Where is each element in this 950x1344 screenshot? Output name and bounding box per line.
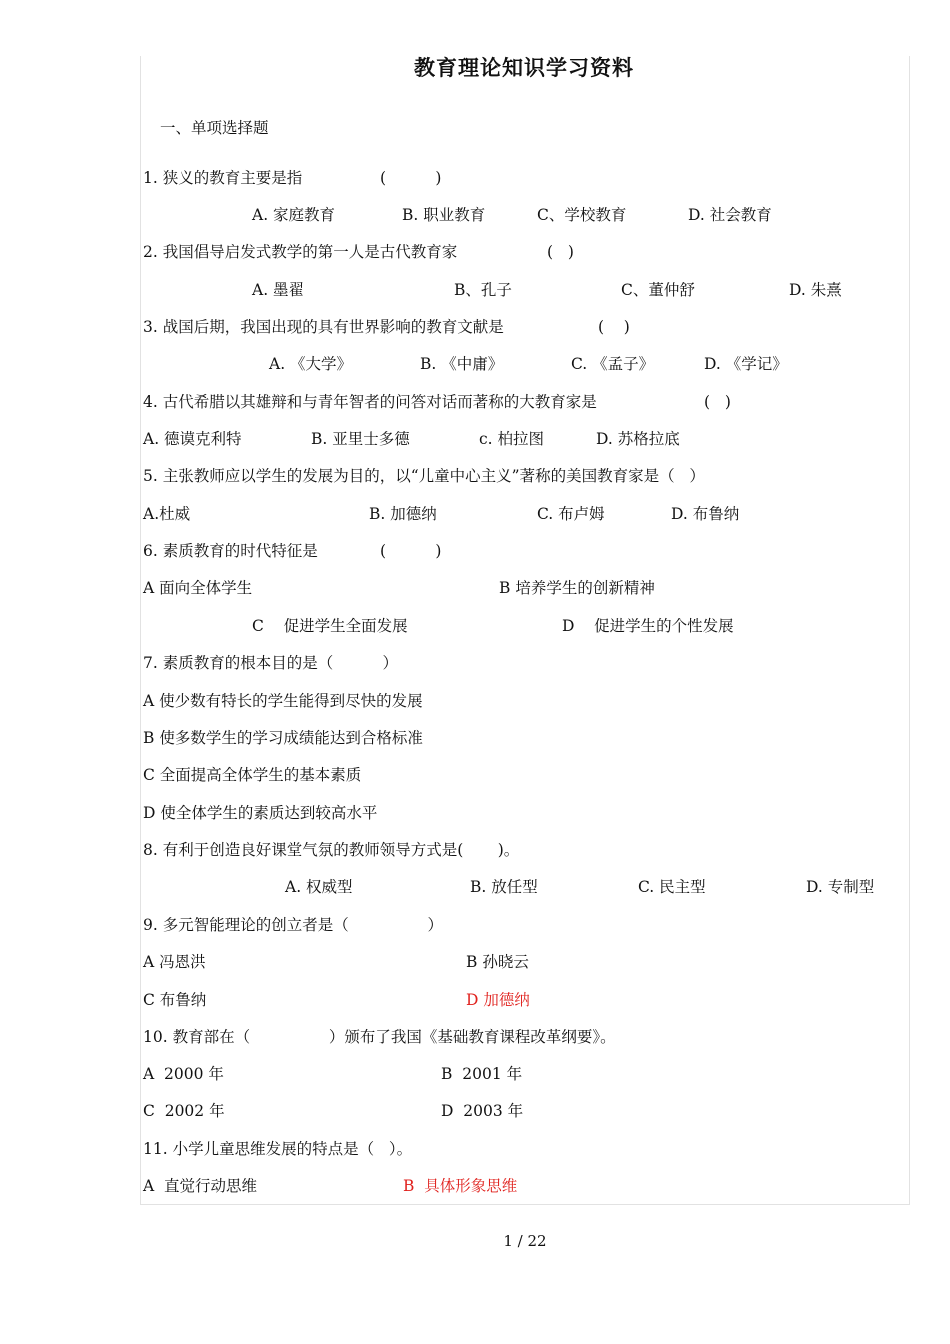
question-6-paren: ( ) [380, 542, 442, 560]
question-5-stem: 5. 主张教师应以学生的发展为目的，以“儿童中心主义”著称的美国教育家是（ ） [143, 467, 705, 485]
question-6-option-b: B 培养学生的创新精神 [499, 579, 655, 597]
question-6-option-c: C 促进学生全面发展 [252, 617, 408, 635]
question-1-stem: 1. 狭义的教育主要是指 [143, 169, 303, 187]
question-9-option-a: A 冯恩洪 [143, 953, 206, 971]
question-2-option-d: D. 朱熹 [789, 281, 842, 299]
question-1-option-a: A. 家庭教育 [252, 206, 336, 224]
question-11-answer-b: B 具体形象思维 [403, 1177, 518, 1195]
question-11-stem: 11. 小学儿童思维发展的特点是（ ）。 [143, 1140, 413, 1158]
question-9-answer-d: D 加德纳 [466, 991, 530, 1009]
question-5-option-b: B. 加德纳 [369, 505, 437, 523]
question-1-paren: ( ) [380, 169, 442, 187]
question-3-option-c: C. 《孟子》 [571, 355, 655, 373]
section-heading: 一、单项选择题 [160, 119, 269, 137]
question-2-stem: 2. 我国倡导启发式教学的第一人是古代教育家 [143, 243, 458, 261]
question-3-paren: ( ) [598, 318, 630, 336]
question-4-option-a: A. 德谟克利特 [143, 430, 242, 448]
question-8-option-b: B. 放任型 [470, 878, 538, 896]
question-4-stem: 4. 古代希腊以其雄辩和与青年智者的问答对话而著称的大教育家是 [143, 393, 597, 411]
question-3-stem: 3. 战国后期，我国出现的具有世界影响的教育文献是 [143, 318, 504, 336]
question-9-option-b: B 孙晓云 [466, 953, 529, 971]
question-6-stem: 6. 素质教育的时代特征是 [143, 542, 318, 560]
question-4-paren: ( ) [704, 393, 731, 411]
question-1-option-b: B. 职业教育 [402, 206, 486, 224]
question-2-option-b: B、孔子 [454, 281, 512, 299]
question-6-option-d: D 促进学生的个性发展 [562, 617, 734, 635]
question-10-stem: 10. 教育部在（ ）颁布了我国《基础教育课程改革纲要》。 [143, 1028, 616, 1046]
question-7-option-d: D 使全体学生的素质达到较高水平 [143, 804, 378, 822]
question-9-option-c: C 布鲁纳 [143, 991, 207, 1009]
document-title: 教育理论知识学习资料 [414, 55, 634, 80]
question-5-option-d: D. 布鲁纳 [671, 505, 740, 523]
question-9-stem: 9. 多元智能理论的创立者是（ ） [143, 916, 444, 934]
question-3-option-a: A. 《大学》 [269, 355, 353, 373]
question-10-option-a: A 2000 年 [143, 1065, 224, 1083]
question-8-option-a: A. 权威型 [285, 878, 353, 896]
question-3-option-d: D. 《学记》 [704, 355, 788, 373]
question-4-option-d: D. 苏格拉底 [596, 430, 680, 448]
question-2-paren: ( ) [547, 243, 574, 261]
question-1-option-d: D. 社会教育 [688, 206, 772, 224]
question-5-option-c: C. 布卢姆 [537, 505, 605, 523]
question-4-option-c: c. 柏拉图 [479, 430, 545, 448]
question-8-stem: 8. 有利于创造良好课堂气氛的教师领导方式是( )。 [143, 841, 520, 859]
question-6-option-a: A 面向全体学生 [143, 579, 253, 597]
question-1-option-c: C、学校教育 [537, 206, 627, 224]
page-number: 1 / 22 [503, 1232, 547, 1250]
question-3-option-b: B. 《中庸》 [420, 355, 504, 373]
question-7-stem: 7. 素质教育的根本目的是（ ） [143, 654, 398, 672]
question-10-option-c: C 2002 年 [143, 1102, 225, 1120]
question-7-option-c: C 全面提高全体学生的基本素质 [143, 766, 362, 784]
question-7-option-b: B 使多数学生的学习成绩能达到合格标准 [143, 729, 423, 747]
question-2-option-c: C、董仲舒 [621, 281, 695, 299]
question-8-option-c: C. 民主型 [638, 878, 706, 896]
question-4-option-b: B. 亚里士多德 [311, 430, 410, 448]
question-2-option-a: A. 墨翟 [252, 281, 305, 299]
question-8-option-d: D. 专制型 [806, 878, 875, 896]
question-11-option-a: A 直觉行动思维 [143, 1177, 258, 1195]
question-7-option-a: A 使少数有特长的学生能得到尽快的发展 [143, 692, 423, 710]
question-10-option-d: D 2003 年 [441, 1102, 524, 1120]
question-10-option-b: B 2001 年 [441, 1065, 523, 1083]
question-5-option-a: A.杜威 [143, 505, 191, 523]
